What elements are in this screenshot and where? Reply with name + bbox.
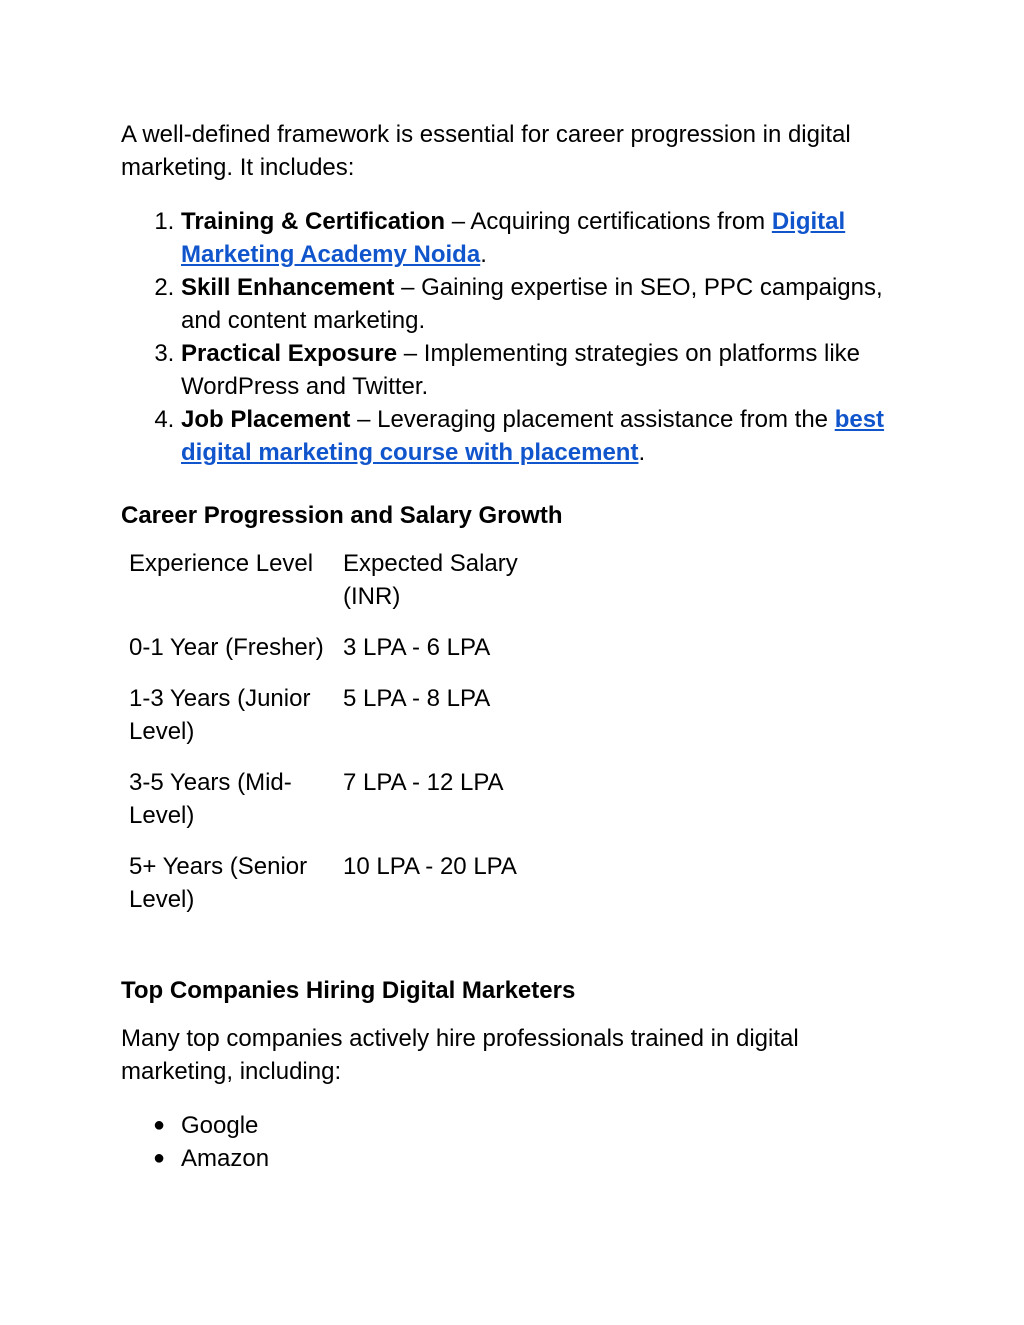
framework-item-text: Gaining expertise in SEO, PPC campaigns, and content marketing. [181,274,883,334]
company-name: Google [181,1112,259,1139]
framework-item-title: Practical Exposure [181,340,398,367]
table-header-row [121,547,551,631]
framework-item-practical: 3. Practical Exposure – Implementing strategies on platforms like WordPress and Twitter. [181,337,901,403]
salary-heading: Career Progression and Salary Growth [121,502,563,529]
framework-item-title: Training & Certification [181,208,446,235]
companies-paragraph: Many top companies actively hire professionals trained in digital marketing, including: [121,1025,799,1085]
table-cell: 3 LPA - 6 LPA [343,634,491,661]
intro-paragraph: A well-defined framework is essential for career progression in digital marketing. It includes: [121,121,851,181]
table-row [121,850,551,934]
table-cell: 5 LPA - 8 LPA [343,685,491,712]
framework-item-text: Leveraging placement assistance from the [377,406,835,433]
table-row [121,682,551,766]
best-digital-marketing-course-link[interactable]: best digital marketing course with placement [181,406,885,466]
companies-list [121,1109,901,1175]
companies-heading: Top Companies Hiring Digital Marketers [121,977,576,1004]
table-cell: 5+ Years (Senior Level) [129,853,308,913]
table-cell: 1-3 Years (Junior Level) [129,685,311,745]
table-cell: 10 LPA - 20 LPA [343,853,517,880]
bullet-icon: ● [153,1147,166,1169]
list-item [153,1142,901,1175]
table-header-cell: Expected Salary (INR) [343,550,518,610]
table-row [121,766,551,850]
framework-item-text: Implementing strategies on platforms like WordPress and Twitter. [181,340,860,400]
salary-table [121,547,551,934]
company-name: Amazon [181,1145,270,1172]
table-cell: 7 LPA - 12 LPA [343,769,504,796]
framework-item-skill: 2. Skill Enhancement – Gaining expertise in SEO, PPC campaigns, and content marketing. [181,271,901,337]
framework-item-title: Job Placement [181,406,351,433]
table-cell: 3-5 Years (Mid-Level) [129,769,292,829]
document-page [121,118,901,1175]
table-header-cell: Experience Level [129,550,314,577]
framework-item-placement: 4. Job Placement – Leveraging placement assistance from the best digital marketing course with placement. [181,403,901,469]
framework-item-training: 1. Training & Certification – Acquiring certifications from Digital Marketing Academy Noida. [181,205,901,271]
digital-marketing-academy-noida-link[interactable]: Digital Marketing Academy Noida [181,208,846,268]
bullet-icon: ● [153,1114,166,1136]
framework-item-text: Acquiring certifications from [470,208,772,235]
table-cell: 0-1 Year (Fresher) [129,634,324,661]
table-row [121,631,551,682]
list-item [153,1109,901,1142]
framework-item-title: Skill Enhancement [181,274,395,301]
framework-list [121,205,901,469]
